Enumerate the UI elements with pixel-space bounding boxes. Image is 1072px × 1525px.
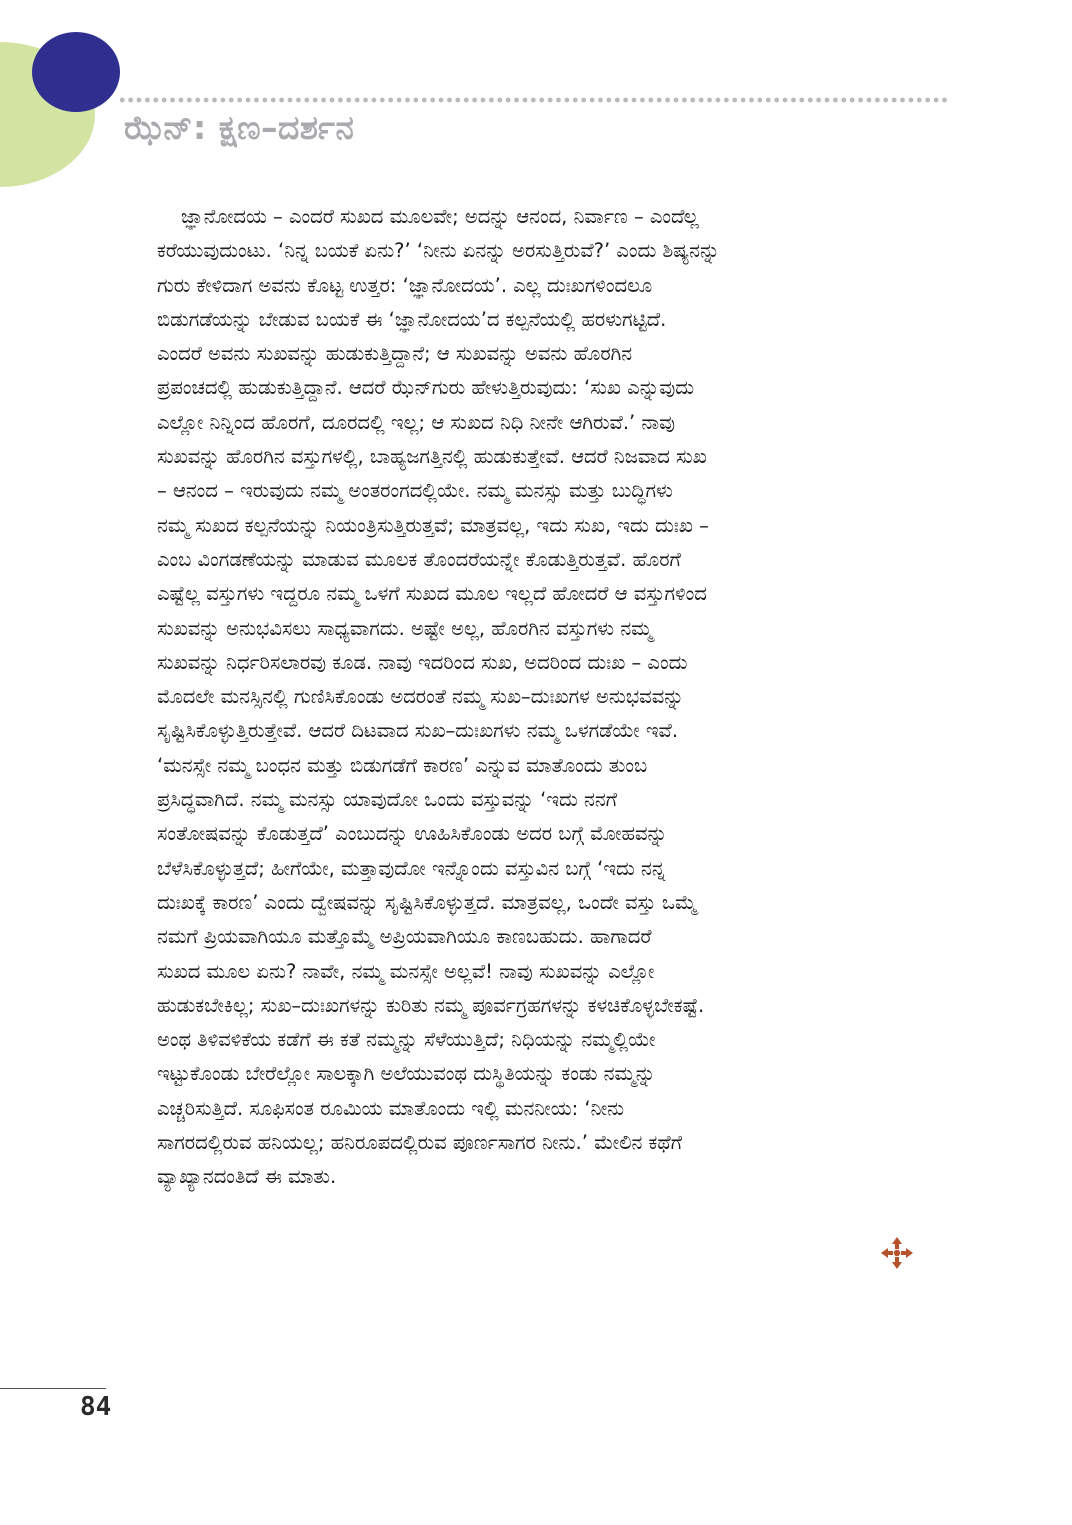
- paragraph-line: ಎಂಬ ವಿಂಗಡಣೆಯನ್ನು ಮಾಡುವ ಮೂಲಕ ತೊಂದರೆಯನ್ನೇ ಕೊಡುತ್ತಿರುತ್ತವೆ. ಹೊರಗೆ: [157, 547, 681, 571]
- paragraph-line: ಪ್ರಪಂಚದಲ್ಲಿ ಹುಡುಕುತ್ತಿದ್ದಾನೆ. ಆದರೆ ಝೆನ್‌ಗುರು ಹೇಳುತ್ತಿರುವುದು: ‘ಸುಖ ಎನ್ನುವುದು: [157, 376, 695, 400]
- body-paragraph: [157, 200, 917, 1195]
- paragraph-line: ಎಷ್ಟೆಲ್ಲ ವಸ್ತುಗಳು ಇದ್ದರೂ ನಮ್ಮ ಒಳಗೆ ಸುಖದ ಮೂಲ ಇಲ್ಲದೆ ಹೋದರೆ ಆ ವಸ್ತುಗಳಿಂದ: [157, 582, 707, 606]
- paragraph-line: ಸುಖದ ಮೂಲ ಏನು? ನಾವೇ, ನಮ್ಮ ಮನಸ್ಸೇ ಅಲ್ಲವೆ! ನಾವು ಸುಖವನ್ನು ಎಲ್ಲೋ: [157, 959, 655, 983]
- paragraph-line: ಸುಖವನ್ನು ಹೊರಗಿನ ವಸ್ತುಗಳಲ್ಲಿ, ಬಾಹ್ಯಜಗತ್ತಿನಲ್ಲಿ ಹುಡುಕುತ್ತೇವೆ. ಆದರೆ ನಿಜವಾದ ಸುಖ: [157, 445, 707, 469]
- decorative-blue-circle: [32, 32, 120, 112]
- paragraph-line: ಎಚ್ಚರಿಸುತ್ತಿದೆ. ಸೂಫಿಸಂತ ರೂಮಿಯ ಮಾತೊಂದು ಇಲ್ಲಿ ಮನನೀಯ: ‘ನೀನು: [157, 1096, 625, 1120]
- paragraph-line: ಗುರು ಕೇಳಿದಾಗ ಅವನು ಕೊಟ್ಟ ಉತ್ತರ: ‘ಜ್ಞಾನೋದಯ’. ಎಲ್ಲ ದುಃಖಗಳಿಂದಲೂ: [157, 273, 653, 297]
- dotted-header-rule: [118, 96, 948, 104]
- paragraph-line: ಸುಖವನ್ನು ಅನುಭವಿಸಲು ಸಾಧ್ಯವಾಗದು. ಅಷ್ಟೇ ಅಲ್ಲ, ಹೊರಗಿನ ವಸ್ತುಗಳು ನಮ್ಮ: [157, 616, 653, 640]
- four-arrow-ornament-icon: [880, 1236, 914, 1270]
- paragraph-line: ಅಂಥ ತಿಳಿವಳಿಕೆಯ ಕಡೆಗೆ ಈ ಕತೆ ನಮ್ಮನ್ನು ಸೆಳೆಯುತ್ತಿದೆ; ನಿಧಿಯನ್ನು ನಮ್ಮಲ್ಲಿಯೇ: [157, 1028, 656, 1052]
- paragraph-line: ಸಂತೋಷವನ್ನು ಕೊಡುತ್ತದೆ’ ಎಂಬುದನ್ನು ಊಹಿಸಿಕೊಂಡು ಅದರ ಬಗ್ಗೆ ಮೋಹವನ್ನು: [157, 822, 668, 846]
- paragraph-line: ಎಂದರೆ ಅವನು ಸುಖವನ್ನು ಹುಡುಕುತ್ತಿದ್ದಾನೆ; ಆ ಸುಖವನ್ನು ಅವನು ಹೊರಗಿನ: [157, 342, 633, 366]
- chapter-title: ಝೆನ್‌: ಕ್ಷಣ–ದರ್ಶನ: [124, 108, 355, 147]
- paragraph-line: – ಆನಂದ – ಇರುವುದು ನಮ್ಮ ಅಂತರಂಗದಲ್ಲಿಯೇ. ನಮ್ಮ ಮನಸ್ಸು ಮತ್ತು ಬುದ್ಧಿಗಳು: [157, 479, 673, 503]
- paragraph-line: ಜ್ಞಾನೋದಯ – ಎಂದರೆ ಸುಖದ ಮೂಲವೇ; ಅದನ್ನು ಆನಂದ, ನಿರ್ವಾಣ – ಎಂದೆಲ್ಲ: [181, 205, 699, 228]
- paragraph-line: ‘ಮನಸ್ಸೇ ನಮ್ಮ ಬಂಧನ ಮತ್ತು ಬಿಡುಗಡೆಗೆ ಕಾರಣ’ ಎನ್ನುವ ಮಾತೊಂದು ತುಂಬ: [157, 753, 648, 777]
- page-number: 84: [80, 1392, 112, 1422]
- footer-rule: [0, 1388, 106, 1389]
- paragraph-line: ಸುಖವನ್ನು ನಿರ್ಧರಿಸಲಾರವು ಕೂಡ. ನಾವು ಇದರಿಂದ ಸುಖ, ಅದರಿಂದ ದುಃಖ – ಎಂದು: [157, 650, 688, 674]
- paragraph-line: ಸೃಷ್ಟಿಸಿಕೊಳ್ಳುತ್ತಿರುತ್ತೇವೆ. ಆದರೆ ದಿಟವಾದ ಸುಖ–ದುಃಖಗಳು ನಮ್ಮ ಒಳಗಡೆಯೇ ಇವೆ.: [157, 719, 679, 743]
- paragraph-line: ಮೊದಲೇ ಮನಸ್ಸಿನಲ್ಲಿ ಗುಣಿಸಿಕೊಂಡು ಅದರಂತೆ ನಮ್ಮ ಸುಖ–ದುಃಖಗಳ ಅನುಭವವನ್ನು: [157, 685, 684, 709]
- paragraph-line: ನಮ್ಮ ಸುಖದ ಕಲ್ಪನೆಯನ್ನು ನಿಯಂತ್ರಿಸುತ್ತಿರುತ್ತವೆ; ಮಾತ್ರವಲ್ಲ, ಇದು ಸುಖ, ಇದು ದುಃಖ –: [157, 513, 709, 537]
- paragraph-line: ವ್ಯಾಖ್ಯಾನದಂತಿದೆ ಈ ಮಾತು.: [157, 1165, 337, 1189]
- paragraph-line: ದುಃಖಕ್ಕೆ ಕಾರಣ’ ಎಂದು ದ್ವೇಷವನ್ನು ಸೃಷ್ಟಿಸಿಕೊಳ್ಳುತ್ತದೆ. ಮಾತ್ರವಲ್ಲ, ಒಂದೇ ವಸ್ತು ಒಮ್ಮೆ: [157, 890, 698, 914]
- paragraph-line: ಹುಡುಕಬೇಕಿಲ್ಲ; ಸುಖ–ದುಃಖಗಳನ್ನು ಕುರಿತು ನಮ್ಮ ಪೂರ್ವಗ್ರಹಗಳನ್ನು ಕಳಚಿಕೊಳ್ಳಬೇಕಷ್ಟೆ.: [157, 993, 705, 1017]
- paragraph-line: ಬಿಡುಗಡೆಯನ್ನು ಬೇಡುವ ಬಯಕೆ ಈ ‘ಜ್ಞಾನೋದಯ’ದ ಕಲ್ಪನೆಯಲ್ಲಿ ಹರಳುಗಟ್ಟಿದೆ.: [157, 307, 667, 331]
- paragraph-line: ನಮಗೆ ಪ್ರಿಯವಾಗಿಯೂ ಮತ್ತೊಮ್ಮೆ ಅಪ್ರಿಯವಾಗಿಯೂ ಕಾಣಬಹುದು. ಹಾಗಾದರೆ: [157, 925, 652, 949]
- paragraph-line: ಪ್ರಸಿದ್ಧವಾಗಿದೆ. ನಮ್ಮ ಮನಸ್ಸು ಯಾವುದೋ ಒಂದು ವಸ್ತುವನ್ನು ‘ಇದು ನನಗೆ: [157, 788, 618, 812]
- paragraph-line: ಕರೆಯುವುದುಂಟು. ‘ನಿನ್ನ ಬಯಕೆ ಏನು?’ ‘ನೀನು ಏನನ್ನು ಅರಸುತ್ತಿರುವೆ?’ ಎಂದು ಶಿಷ್ಯನನ್ನು: [157, 239, 720, 263]
- paragraph-line: ಇಟ್ಟುಕೊಂಡು ಬೇರೆಲ್ಲೋ ಸಾಲಕ್ಕಾಗಿ ಅಲೆಯುವಂಥ ದುಸ್ಥಿತಿಯನ್ನು ಕಂಡು ನಮ್ಮನ್ನು: [157, 1062, 656, 1086]
- paragraph-line: ಸಾಗರದಲ್ಲಿರುವ ಹನಿಯಲ್ಲ; ಹನಿರೂಪದಲ್ಲಿರುವ ಪೂರ್ಣಸಾಗರ ನೀನು.’ ಮೇಲಿನ ಕಥೆಗೆ: [157, 1131, 683, 1155]
- paragraph-line: ಎಲ್ಲೋ ನಿನ್ನಿಂದ ಹೊರಗೆ, ದೂರದಲ್ಲಿ ಇಲ್ಲ; ಆ ಸುಖದ ನಿಧಿ ನೀನೇ ಆಗಿರುವೆ.’ ನಾವು: [157, 410, 676, 434]
- paragraph-line: ಬೆಳೆಸಿಕೊಳ್ಳುತ್ತದೆ; ಹೀಗೆಯೇ, ಮತ್ತಾವುದೋ ಇನ್ನೊಂದು ವಸ್ತುವಿನ ಬಗ್ಗೆ ‘ಇದು ನನ್ನ: [157, 856, 666, 880]
